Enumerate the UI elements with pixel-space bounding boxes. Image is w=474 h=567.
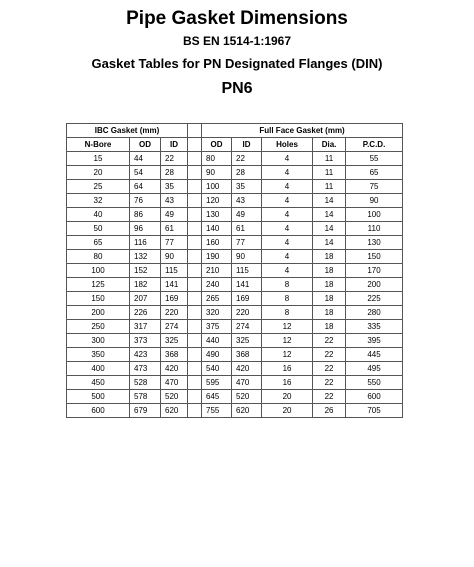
cell-holes: 4 [262,222,313,236]
cell-ff-id: 620 [232,404,262,418]
cell-holes: 8 [262,292,313,306]
cell-holes: 4 [262,208,313,222]
cell-nbore: 40 [67,208,130,222]
cell-ibc-od: 64 [130,180,161,194]
cell-dia: 18 [313,292,346,306]
cell-nbore: 65 [67,236,130,250]
table-row [67,166,403,180]
table-row [67,250,403,264]
cell-holes: 4 [262,152,313,166]
cell-ff-id: 115 [232,264,262,278]
col-header-ibc-id: ID [161,138,188,152]
cell-nbore: 600 [67,404,130,418]
column-gap [188,180,202,194]
column-gap [188,376,202,390]
table-row [67,222,403,236]
cell-ff-od: 90 [202,166,232,180]
gasket-table [66,123,403,418]
col-header-ff-id: ID [232,138,262,152]
cell-ibc-id: 35 [161,180,188,194]
cell-pcd: 100 [346,208,403,222]
ibc-group-header: IBC Gasket (mm) [67,124,188,138]
cell-ibc-od: 423 [130,348,161,362]
cell-ff-od: 130 [202,208,232,222]
column-gap [188,404,202,418]
cell-dia: 18 [313,264,346,278]
column-gap [188,320,202,334]
cell-ff-id: 22 [232,152,262,166]
cell-nbore: 15 [67,152,130,166]
cell-nbore: 300 [67,334,130,348]
cell-nbore: 350 [67,348,130,362]
table-row [67,348,403,362]
cell-pcd: 280 [346,306,403,320]
table-row [67,306,403,320]
col-header-pcd: P.C.D. [346,138,403,152]
cell-ibc-id: 28 [161,166,188,180]
cell-ff-od: 80 [202,152,232,166]
table-row [67,208,403,222]
cell-ff-od: 240 [202,278,232,292]
column-gap [188,152,202,166]
cell-nbore: 25 [67,180,130,194]
cell-dia: 18 [313,250,346,264]
pn-rating: PN6 [221,80,253,97]
cell-ff-id: 520 [232,390,262,404]
cell-ff-od: 100 [202,180,232,194]
cell-ff-id: 274 [232,320,262,334]
table-row [67,376,403,390]
cell-ibc-od: 44 [130,152,161,166]
col-header-dia: Dia. [313,138,346,152]
cell-pcd: 150 [346,250,403,264]
cell-pcd: 110 [346,222,403,236]
column-gap [188,236,202,250]
column-gap [188,208,202,222]
cell-ibc-id: 620 [161,404,188,418]
column-gap [188,292,202,306]
cell-ff-id: 35 [232,180,262,194]
cell-ff-id: 28 [232,166,262,180]
cell-nbore: 250 [67,320,130,334]
cell-ff-id: 141 [232,278,262,292]
cell-ff-id: 420 [232,362,262,376]
cell-ff-id: 43 [232,194,262,208]
column-gap [188,348,202,362]
cell-pcd: 600 [346,390,403,404]
cell-dia: 18 [313,278,346,292]
cell-holes: 8 [262,306,313,320]
column-gap [188,390,202,404]
cell-pcd: 225 [346,292,403,306]
column-gap [188,334,202,348]
cell-holes: 4 [262,194,313,208]
cell-ff-od: 540 [202,362,232,376]
table-row [67,404,403,418]
cell-ibc-od: 116 [130,236,161,250]
table-row [67,236,403,250]
col-header-holes: Holes [262,138,313,152]
cell-pcd: 170 [346,264,403,278]
cell-nbore: 32 [67,194,130,208]
cell-ibc-od: 578 [130,390,161,404]
cell-nbore: 20 [67,166,130,180]
cell-ff-od: 210 [202,264,232,278]
table-row [67,292,403,306]
cell-ibc-id: 77 [161,236,188,250]
tables-title: Gasket Tables for PN Designated Flanges (DIN) [91,56,383,71]
cell-holes: 4 [262,180,313,194]
cell-ff-od: 190 [202,250,232,264]
cell-pcd: 90 [346,194,403,208]
col-header-nbore: N-Bore [67,138,130,152]
cell-ibc-id: 325 [161,334,188,348]
group-header-row [67,124,403,138]
cell-pcd: 75 [346,180,403,194]
cell-dia: 22 [313,348,346,362]
cell-dia: 11 [313,166,346,180]
cell-dia: 14 [313,222,346,236]
cell-ibc-od: 132 [130,250,161,264]
cell-ff-od: 140 [202,222,232,236]
cell-dia: 11 [313,180,346,194]
column-gap [188,362,202,376]
cell-ff-id: 169 [232,292,262,306]
table-row [67,180,403,194]
cell-dia: 11 [313,152,346,166]
table-row [67,194,403,208]
cell-dia: 14 [313,208,346,222]
cell-ibc-id: 90 [161,250,188,264]
cell-holes: 16 [262,376,313,390]
cell-dia: 22 [313,362,346,376]
table-row [67,390,403,404]
cell-dia: 22 [313,390,346,404]
cell-holes: 16 [262,362,313,376]
cell-ibc-id: 274 [161,320,188,334]
cell-pcd: 130 [346,236,403,250]
column-gap [188,124,202,138]
cell-ibc-id: 520 [161,390,188,404]
cell-ibc-id: 368 [161,348,188,362]
column-gap [188,138,202,152]
cell-dia: 14 [313,236,346,250]
cell-pcd: 495 [346,362,403,376]
cell-nbore: 150 [67,292,130,306]
cell-nbore: 100 [67,264,130,278]
cell-ibc-id: 61 [161,222,188,236]
cell-ff-od: 160 [202,236,232,250]
cell-holes: 20 [262,404,313,418]
cell-ff-od: 490 [202,348,232,362]
cell-ibc-od: 528 [130,376,161,390]
cell-ibc-id: 220 [161,306,188,320]
cell-ibc-od: 182 [130,278,161,292]
cell-ff-od: 645 [202,390,232,404]
cell-ff-id: 77 [232,236,262,250]
cell-dia: 14 [313,194,346,208]
cell-dia: 18 [313,320,346,334]
cell-ibc-od: 317 [130,320,161,334]
table-row [67,264,403,278]
table-row [67,278,403,292]
cell-ff-id: 220 [232,306,262,320]
table-row [67,334,403,348]
page-title: Pipe Gasket Dimensions [126,8,348,29]
standard-label: BS EN 1514-1:1967 [182,34,292,48]
cell-ibc-od: 76 [130,194,161,208]
column-gap [188,194,202,208]
cell-pcd: 55 [346,152,403,166]
cell-ff-od: 755 [202,404,232,418]
cell-ibc-od: 54 [130,166,161,180]
cell-ibc-od: 226 [130,306,161,320]
cell-ff-id: 325 [232,334,262,348]
cell-ibc-od: 207 [130,292,161,306]
cell-ibc-od: 679 [130,404,161,418]
cell-nbore: 200 [67,306,130,320]
cell-ibc-id: 43 [161,194,188,208]
cell-ibc-id: 470 [161,376,188,390]
column-header-row [67,138,403,152]
cell-pcd: 200 [346,278,403,292]
column-gap [188,264,202,278]
cell-dia: 18 [313,306,346,320]
cell-ibc-id: 420 [161,362,188,376]
cell-ibc-od: 473 [130,362,161,376]
cell-holes: 4 [262,236,313,250]
cell-ff-id: 61 [232,222,262,236]
cell-ff-id: 470 [232,376,262,390]
cell-ff-od: 120 [202,194,232,208]
cell-pcd: 65 [346,166,403,180]
cell-ibc-od: 86 [130,208,161,222]
table-row [67,320,403,334]
column-gap [188,222,202,236]
cell-pcd: 550 [346,376,403,390]
table-row [67,152,403,166]
cell-ibc-id: 49 [161,208,188,222]
cell-ff-id: 368 [232,348,262,362]
cell-pcd: 705 [346,404,403,418]
cell-dia: 26 [313,404,346,418]
cell-holes: 4 [262,166,313,180]
cell-ibc-id: 115 [161,264,188,278]
cell-pcd: 445 [346,348,403,362]
cell-holes: 12 [262,334,313,348]
cell-ibc-id: 22 [161,152,188,166]
cell-holes: 12 [262,320,313,334]
table-row [67,362,403,376]
cell-ibc-id: 141 [161,278,188,292]
column-gap [188,278,202,292]
cell-ff-od: 320 [202,306,232,320]
cell-ff-id: 90 [232,250,262,264]
cell-ff-od: 440 [202,334,232,348]
cell-ibc-od: 96 [130,222,161,236]
col-header-ibc-od: OD [130,138,161,152]
cell-ibc-od: 152 [130,264,161,278]
cell-holes: 20 [262,390,313,404]
cell-holes: 12 [262,348,313,362]
full-face-group-header: Full Face Gasket (mm) [202,124,403,138]
col-header-ff-od: OD [202,138,232,152]
cell-nbore: 500 [67,390,130,404]
column-gap [188,166,202,180]
cell-nbore: 80 [67,250,130,264]
cell-nbore: 125 [67,278,130,292]
cell-dia: 22 [313,334,346,348]
column-gap [188,250,202,264]
cell-ibc-id: 169 [161,292,188,306]
cell-nbore: 450 [67,376,130,390]
column-gap [188,306,202,320]
cell-nbore: 50 [67,222,130,236]
cell-pcd: 395 [346,334,403,348]
cell-dia: 22 [313,376,346,390]
cell-pcd: 335 [346,320,403,334]
cell-holes: 4 [262,250,313,264]
cell-ff-od: 375 [202,320,232,334]
cell-holes: 4 [262,264,313,278]
cell-ff-od: 595 [202,376,232,390]
cell-ff-id: 49 [232,208,262,222]
cell-ibc-od: 373 [130,334,161,348]
cell-nbore: 400 [67,362,130,376]
cell-holes: 8 [262,278,313,292]
cell-ff-od: 265 [202,292,232,306]
